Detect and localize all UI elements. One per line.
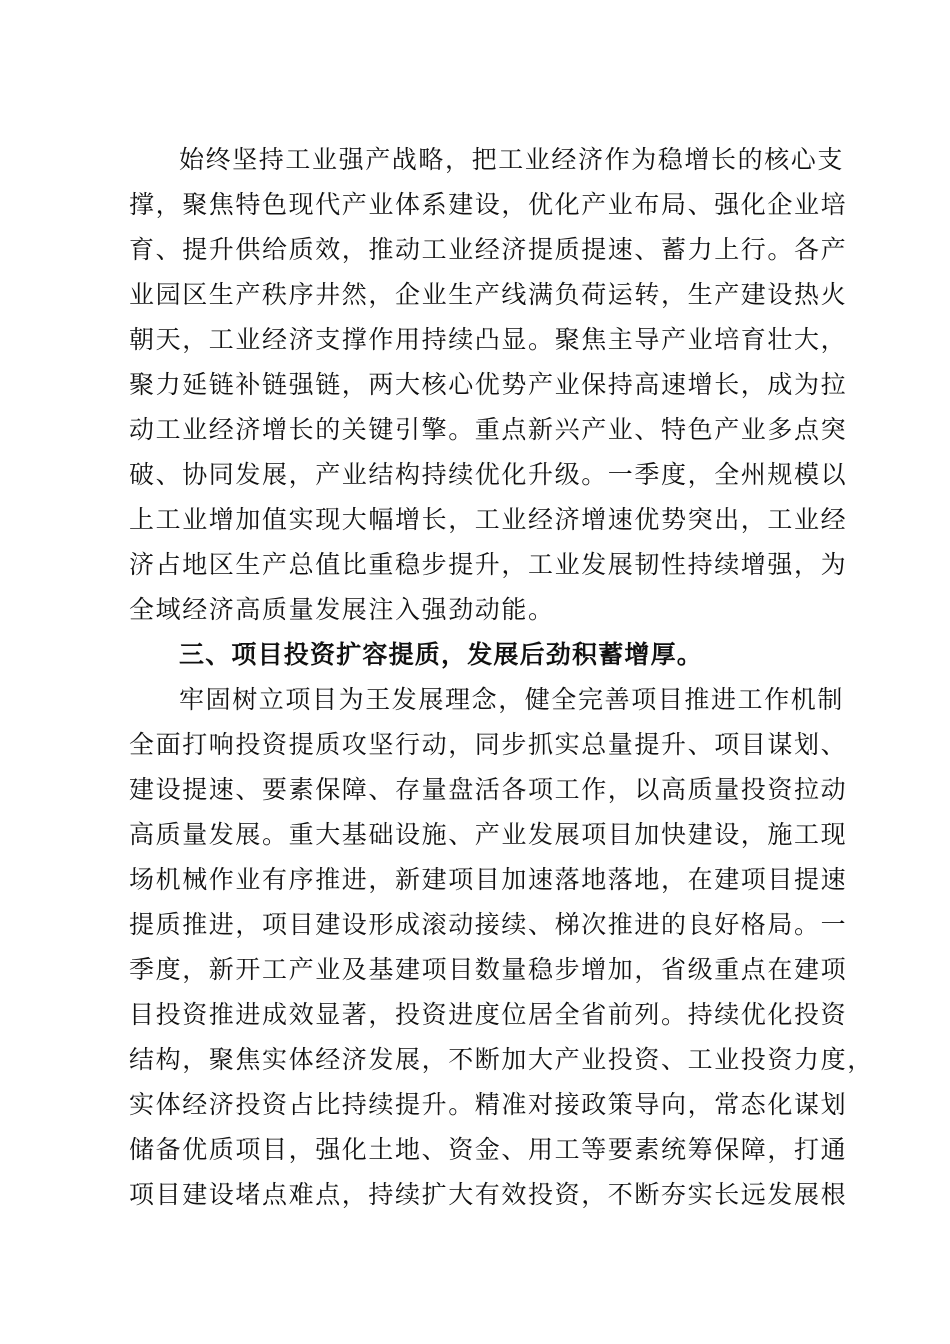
- text-line: 聚力延链补链强链，两大核心优势产业保持高速增长，成为拉: [129, 370, 848, 399]
- text-line: 提质推进，项目建设形成滚动接续、梯次推进的良好格局。一: [129, 910, 848, 939]
- text-line: 业园区生产秩序井然，企业生产线满负荷运转，生产建设热火: [129, 280, 848, 309]
- document-body: [129, 137, 874, 1217]
- text-line: 季度，新开工产业及基建项目数量稳步增加，省级重点在建项: [129, 955, 848, 984]
- paragraph-investment: [129, 677, 874, 1217]
- text-line: 上工业增加值实现大幅增长，工业经济增速优势突出，工业经: [129, 505, 848, 534]
- text-line: 场机械作业有序推进，新建项目加速落地落地，在建项目提速: [129, 865, 848, 894]
- text-line: 济占地区生产总值比重稳步提升，工业发展韧性持续增强，为: [129, 550, 848, 579]
- text-line: 储备优质项目，强化土地、资金、用工等要素统筹保障，打通: [129, 1135, 848, 1164]
- text-line: 目投资推进成效显著，投资进度位居全省前列。持续优化投资: [129, 1000, 848, 1029]
- text-line: 朝天，工业经济支撑作用持续凸显。聚焦主导产业培育壮大，: [129, 325, 848, 354]
- text-line: 牢固树立项目为王发展理念，健全完善项目推进工作机制: [179, 685, 845, 714]
- text-line: 实体经济投资占比持续提升。精准对接政策导向，常态化谋划: [129, 1090, 848, 1119]
- text-line: 动工业经济增长的关键引擎。重点新兴产业、特色产业多点突: [129, 415, 848, 444]
- text-line: 撑，聚焦特色现代产业体系建设，优化产业布局、强化企业培: [129, 190, 848, 219]
- text-line: 始终坚持工业强产战略，把工业经济作为稳增长的核心支: [179, 145, 845, 174]
- text-line: 结构，聚焦实体经济发展，不断加大产业投资、工业投资力度，: [129, 1045, 874, 1074]
- text-line: 高质量发展。重大基础设施、产业发展项目加快建设，施工现: [129, 820, 848, 849]
- section-heading: 三、项目投资扩容提质，发展后劲积蓄增厚。: [179, 640, 704, 669]
- text-line: 全面打响投资提质攻坚行动，同步抓实总量提升、项目谋划、: [129, 730, 848, 759]
- paragraph-industry: [129, 137, 848, 632]
- text-line: 破、协同发展，产业结构持续优化升级。一季度，全州规模以: [129, 460, 848, 489]
- text-line: 项目建设堵点难点，持续扩大有效投资，不断夯实长远发展根: [129, 1180, 848, 1209]
- text-line: 建设提速、要素保障、存量盘活各项工作，以高质量投资拉动: [129, 775, 848, 804]
- text-line: 全域经济高质量发展注入强劲动能。: [129, 595, 555, 624]
- text-line: 育、提升供给质效，推动工业经济提质提速、蓄力上行。各产: [129, 235, 848, 264]
